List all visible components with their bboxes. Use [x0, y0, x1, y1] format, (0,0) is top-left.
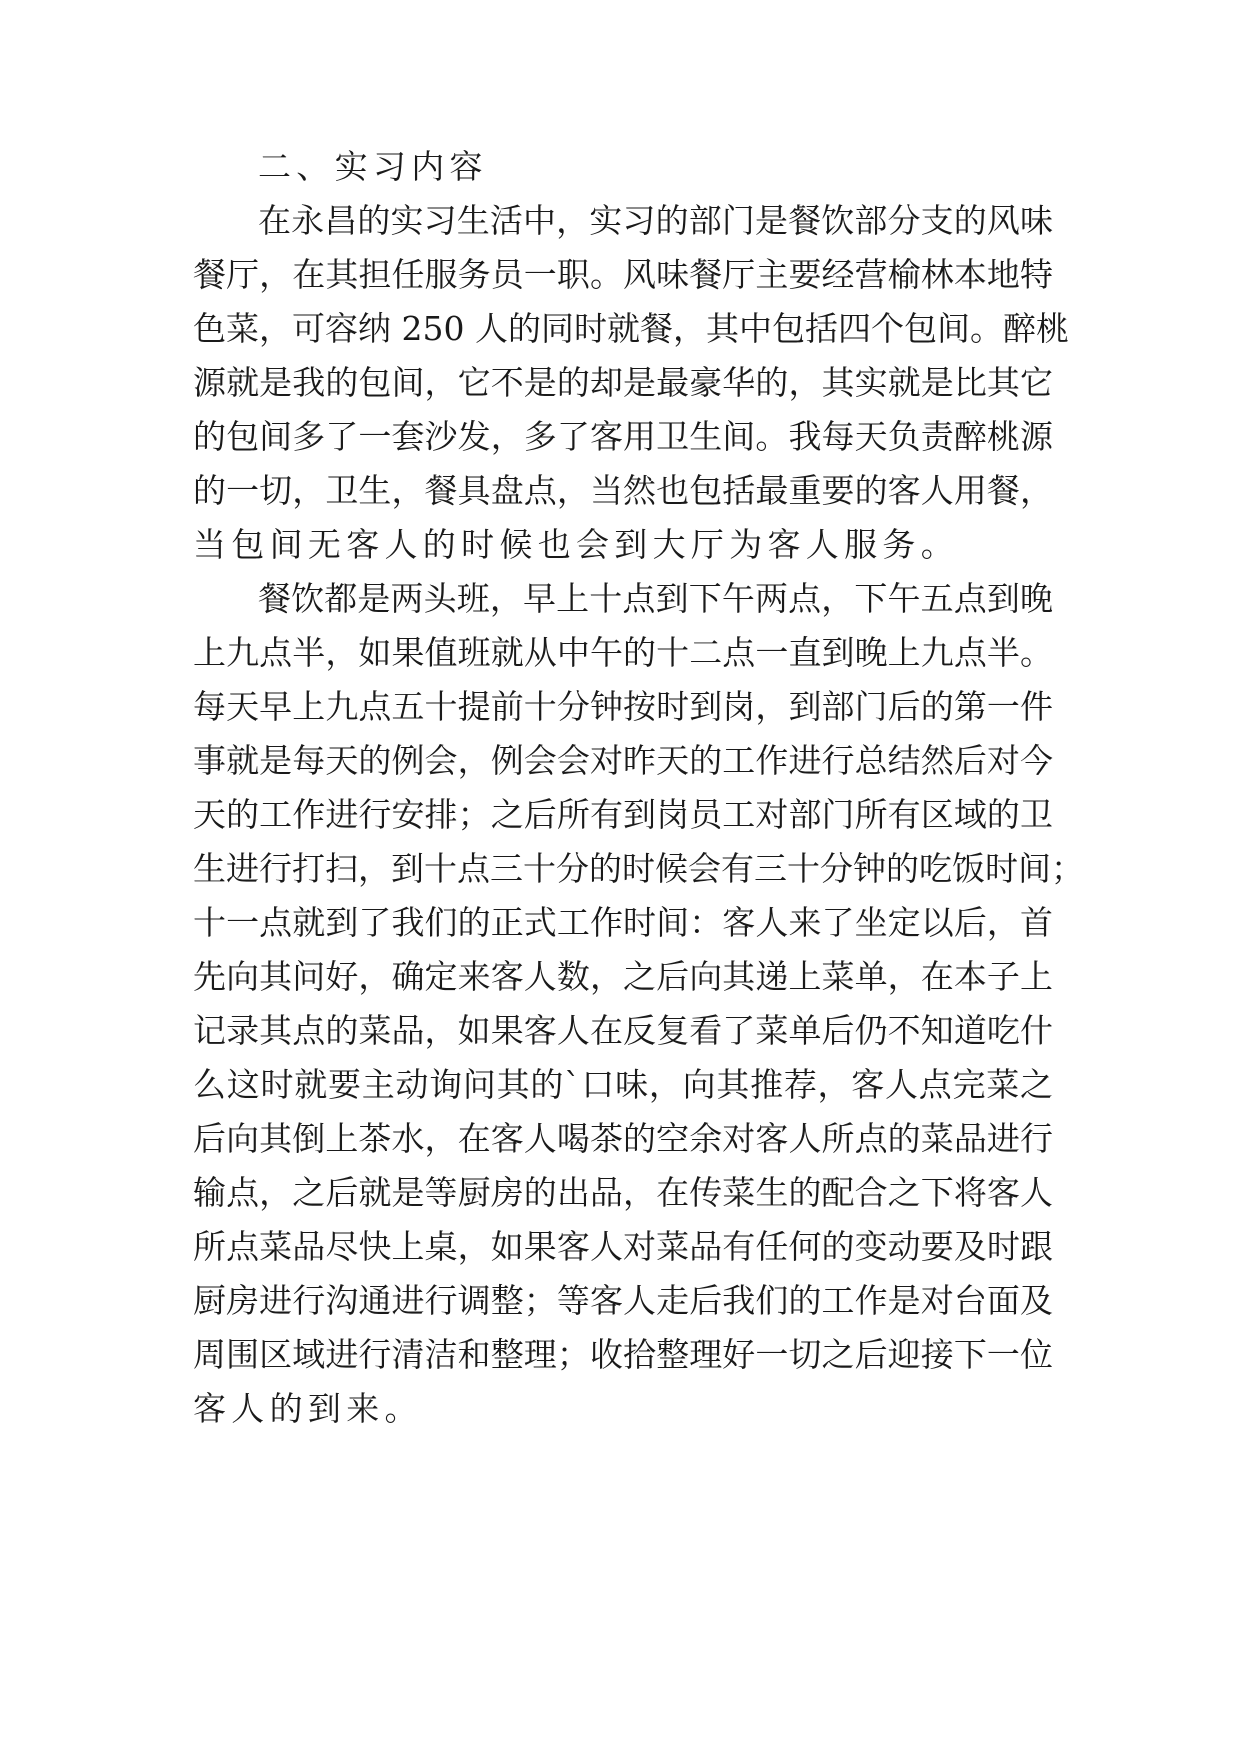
paragraph-1-line-7: 当包间无客人的时候也会到大厅为客人服务。	[193, 525, 959, 564]
paragraph-2-line-3: 每天早上九点五十提前十分钟按时到岗，到部门后的第一件	[193, 687, 1053, 726]
paragraph-2-line-6: 生进行打扫，到十点三十分的时候会有三十分钟的吃饭时间；	[193, 849, 1084, 888]
paragraph-2-line-10: 么这时就要主动询问其的`口味，向其推荐，客人点完菜之	[193, 1065, 1053, 1104]
paragraph-1-line-4: 源就是我的包间，它不是的却是最豪华的，其实就是比其它	[193, 363, 1053, 402]
paragraph-2-line-1: 餐饮都是两头班，早上十点到下午两点，下午五点到晚	[258, 579, 1053, 618]
paragraph-2-line-11: 后向其倒上茶水，在客人喝茶的空余对客人所点的菜品进行	[193, 1119, 1053, 1158]
paragraph-2-line-5: 天的工作进行安排；之后所有到岗员工对部门所有区域的卫	[193, 795, 1053, 834]
paragraph-2-line-8: 先向其问好，确定来客人数，之后向其递上菜单，在本子上	[193, 957, 1053, 996]
paragraph-2-line-9: 记录其点的菜品，如果客人在反复看了菜单后仍不知道吃什	[193, 1011, 1053, 1050]
paragraph-2-line-4: 事就是每天的例会，例会会对昨天的工作进行总结然后对今	[193, 741, 1053, 780]
section-heading: 二、实习内容	[258, 147, 488, 186]
paragraph-1-line-6: 的一切，卫生，餐具盘点，当然也包括最重要的客人用餐，	[193, 471, 1053, 510]
paragraph-2-line-2: 上九点半，如果值班就从中午的十二点一直到晚上九点半。	[193, 633, 1053, 672]
paragraph-2-line-7: 十一点就到了我们的正式工作时间：客人来了坐定以后，首	[193, 903, 1053, 942]
paragraph-2-line-16: 客人的到来。	[193, 1389, 423, 1428]
paragraph-1-line-1: 在永昌的实习生活中，实习的部门是餐饮部分支的风味	[258, 201, 1053, 240]
paragraph-1-line-5: 的包间多了一套沙发，多了客用卫生间。我每天负责醉桃源	[193, 417, 1053, 456]
paragraph-1-line-3: 色菜，可容纳 250 人的同时就餐，其中包括四个包间。醉桃	[193, 309, 1069, 348]
paragraph-2-line-14: 厨房进行沟通进行调整；等客人走后我们的工作是对台面及	[193, 1281, 1053, 1320]
paragraph-2-line-15: 周围区域进行清洁和整理；收拾整理好一切之后迎接下一位	[193, 1335, 1053, 1374]
paragraph-2-line-12: 输点，之后就是等厨房的出品，在传菜生的配合之下将客人	[193, 1173, 1053, 1212]
paragraph-1-line-2: 餐厅，在其担任服务员一职。风味餐厅主要经营榆林本地特	[193, 255, 1053, 294]
paragraph-2-line-13: 所点菜品尽快上桌，如果客人对菜品有任何的变动要及时跟	[193, 1227, 1053, 1266]
